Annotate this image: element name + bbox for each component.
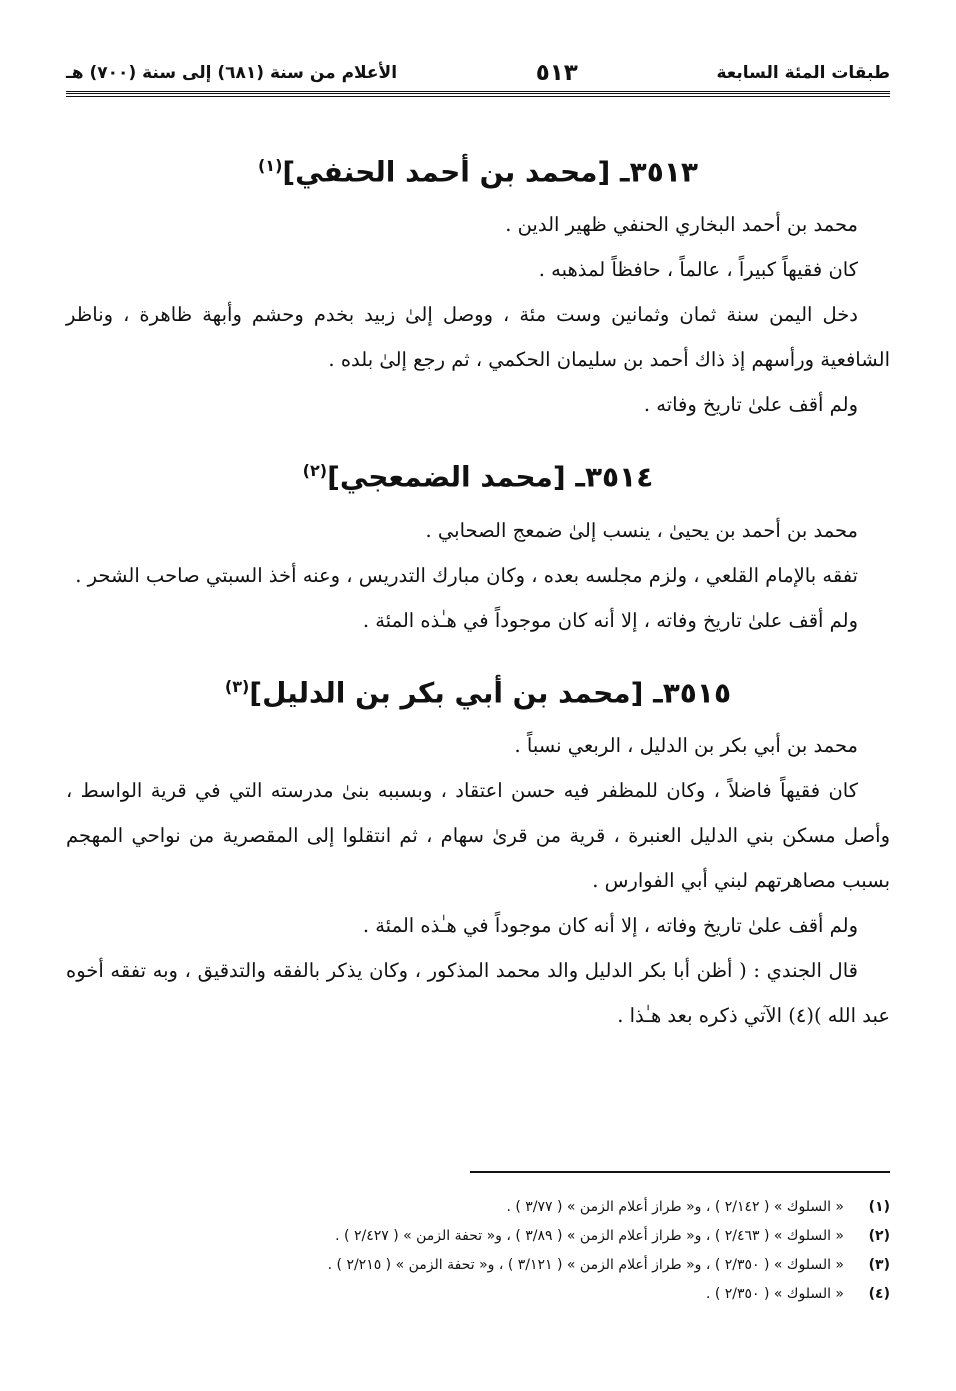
- footnote-rule: [470, 1171, 890, 1173]
- footnote: [66, 1222, 890, 1251]
- entry: [66, 140, 890, 427]
- footnote-number: (٣): [868, 1257, 890, 1273]
- entry: [66, 445, 890, 642]
- header-section-title: طبقات المئة السابعة: [716, 63, 890, 83]
- footnote-number: (٢): [868, 1228, 890, 1244]
- footnote-text: « السلوك » ( ٢/٣٥٠ ) .: [705, 1286, 844, 1302]
- paragraph: محمد بن أحمد بن يحيىٰ ، ينسب إلىٰ ضمعج الصحابي .: [425, 518, 858, 542]
- entry-title-text: ٣٥١٥ـ [محمد بن أبي بكر بن الدليل]: [249, 675, 732, 709]
- entry: [66, 661, 890, 1038]
- page-number: ٥١٣: [535, 60, 578, 86]
- entry-title-text: ٣٥١٣ـ [محمد بن أحمد الحنفي]: [282, 155, 698, 189]
- footnote-text: « السلوك » ( ٢/٤٦٣ ) ، و« طراز أعلام الزمن » ( ٣/٨٩ ) ، و« تحفة الزمن » ( ٢/٤٢٧ ) .: [335, 1228, 844, 1244]
- footnote: [66, 1280, 890, 1309]
- footnote-marker: (٣): [224, 676, 250, 696]
- footnote-number: (٤): [868, 1286, 890, 1302]
- paragraph: ولم أقف علىٰ تاريخ وفاته ، إلا أنه كان موجوداً في هـٰذه المئة .: [362, 913, 858, 937]
- header-range-title: الأعلام من سنة (٦٨١) إلى سنة (٧٠٠) هـ: [66, 63, 398, 83]
- footnote-text: « السلوك » ( ٢/١٤٢ ) ، و« طراز أعلام الزمن » ( ٣/٧٧ ) .: [506, 1199, 844, 1215]
- paragraph: كان فقيهاً كبيراً ، عالماً ، حافظاً لمذهبه .: [538, 258, 858, 282]
- entry-title: [66, 140, 890, 198]
- paragraph: محمد بن أحمد البخاري الحنفي ظهير الدين .: [505, 213, 858, 237]
- footnote: [66, 1193, 890, 1222]
- entry-title: [66, 661, 890, 719]
- footnote-marker: (٢): [302, 461, 328, 481]
- running-header: [66, 56, 890, 90]
- page-content: [66, 140, 890, 1056]
- paragraph: كان فقيهاً فاضلاً ، وكان للمظفر فيه حسن اعتقاد ، وبسببه بنىٰ مدرسته التي في قرية الواسط ، وأصل مسكن بني الدليل العنبرة ، قرية من قرىٰ سهام ، ثم انتقلوا إلى المقصرية من نواحي المهجم بسبب مصاهرتهم لبني أبي الفوارس .: [66, 778, 890, 892]
- footnote-marker: (١): [257, 156, 283, 175]
- paragraph: ولم أقف علىٰ تاريخ وفاته ، إلا أنه كان موجوداً في هـٰذه المئة .: [362, 608, 858, 632]
- footnote: [66, 1251, 890, 1280]
- footnote-number: (١): [868, 1199, 890, 1215]
- paragraph: ولم أقف علىٰ تاريخ وفاته .: [643, 393, 858, 417]
- paragraph: محمد بن أبي بكر بن الدليل ، الربعي نسباً .: [514, 733, 858, 757]
- entry-title: [66, 445, 890, 503]
- footnote-text: « السلوك » ( ٢/٣٥٠ ) ، و« طراز أعلام الزمن » ( ٣/١٢١ ) ، و« تحفة الزمن » ( ٢/٢١٥ ) .: [327, 1257, 844, 1273]
- paragraph: تفقه بالإمام القلعي ، ولزم مجلسه بعده ، وكان مبارك التدريس ، وعنه أخذ السبتي صاحب الشحر .: [75, 563, 858, 587]
- footnotes: [66, 1193, 890, 1309]
- paragraph: دخل اليمن سنة ثمان وثمانين وست مئة ، ووصل إلىٰ زبيد بخدم وحشم وأبهة ظاهرة ، وناظر الشافعية ورأسهم إذ ذاك أحمد بن سليمان الحكمي ، ثم رجع إلىٰ بلده .: [66, 303, 890, 372]
- header-rule: [66, 91, 890, 97]
- entry-title-text: ٣٥١٤ـ [محمد الضمعجي]: [327, 460, 654, 494]
- paragraph: قال الجندي : ( أظن أبا بكر الدليل والد محمد المذكور ، وكان يذكر بالفقه والتدقيق ، وبه تفقه أخوه عبد الله )(٤) الآتي ذكره بعد هـٰذا .: [66, 958, 890, 1027]
